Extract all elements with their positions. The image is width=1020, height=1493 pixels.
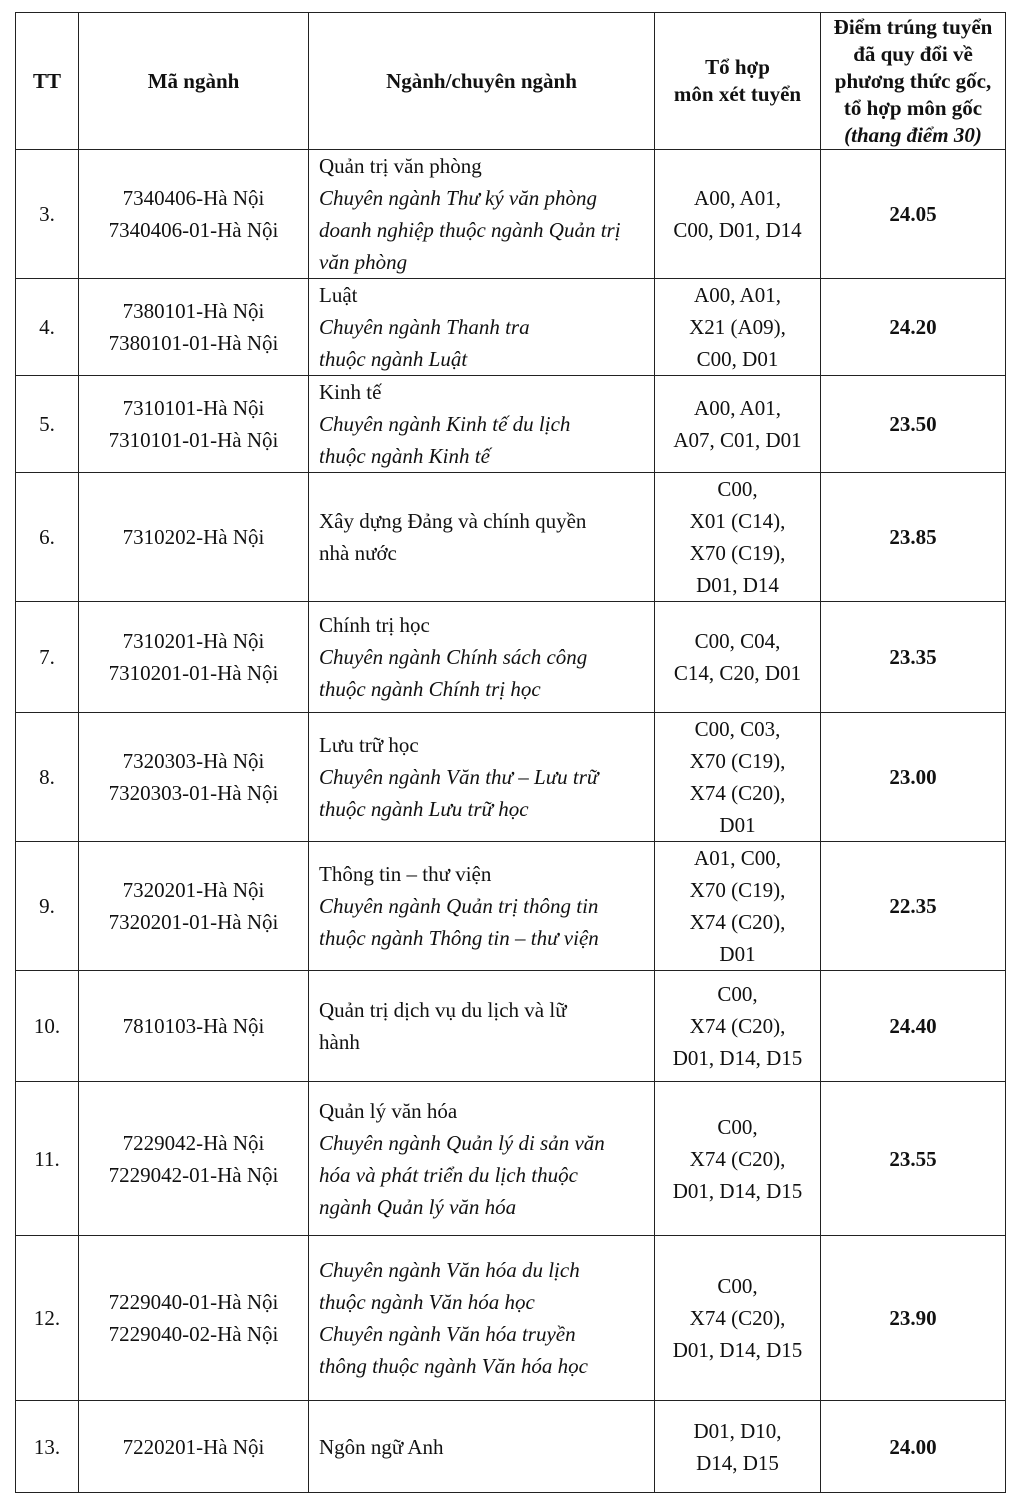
major-code: 7229040-02-Hà Nội (108, 1322, 279, 1346)
table-row (16, 150, 1006, 279)
subject-combination: C00, (717, 1274, 758, 1298)
major-name-cell (309, 279, 655, 376)
subject-combination: A07, C01, D01 (673, 428, 802, 452)
subject-combination: D01, D10, (693, 1418, 782, 1443)
major-code: 7229040-01-Hà Nội (108, 1290, 279, 1314)
major-name-line: Kinh tế (319, 380, 382, 404)
major-code-cell (79, 279, 309, 376)
admission-score: 23.55 (821, 1082, 1006, 1236)
specialization-line: doanh nghiệp thuộc ngành Quản trị (319, 218, 621, 242)
major-code: 7229042-Hà Nội (122, 1130, 265, 1155)
major-name-cell (309, 1401, 655, 1493)
subject-combination: D01 (719, 942, 756, 966)
row-number: 13. (16, 1401, 79, 1493)
subject-combination: D01 (719, 813, 756, 837)
major-name-cell (309, 602, 655, 713)
subject-combination: A00, A01, (694, 396, 781, 420)
major-code-cell (79, 971, 309, 1082)
major-code-cell (79, 1082, 309, 1236)
subject-combination: A00, A01, (694, 283, 781, 307)
subject-combination: D01, D14, D15 (672, 1046, 803, 1070)
table-row (16, 279, 1006, 376)
major-name-line: Xây dựng Đảng và chính quyền (319, 509, 587, 533)
subject-combination-cell (655, 376, 821, 473)
specialization-line: Chuyên ngành Kinh tế du lịch (319, 412, 571, 436)
specialization-line: Chuyên ngành Quản lý di sản văn (319, 1130, 605, 1155)
specialization-line: thuộc ngành Kinh tế (319, 444, 490, 468)
row-number: 3. (16, 150, 79, 279)
admission-score: 24.00 (821, 1401, 1006, 1493)
subject-combination: D01, D14, D15 (672, 1338, 803, 1362)
subject-combination-cell (655, 971, 821, 1082)
major-name-line: Quản lý văn hóa (319, 1098, 458, 1123)
subject-combination-cell (655, 842, 821, 971)
subject-combination: X74 (C20), (689, 1014, 786, 1038)
subject-combination: X74 (C20), (689, 910, 786, 934)
subject-combination: C14, C20, D01 (673, 661, 802, 685)
header-tt: TT (16, 13, 79, 150)
major-name-cell (309, 713, 655, 842)
subject-combination: X70 (C19), (689, 749, 786, 773)
specialization-line: văn phòng (319, 250, 408, 274)
major-code: 7310201-01-Hà Nội (108, 661, 279, 685)
subject-combination: D01, D14 (696, 573, 779, 597)
specialization-line: ngành Quản lý văn hóa (319, 1194, 517, 1219)
header-combo (655, 13, 821, 150)
row-number: 6. (16, 473, 79, 602)
major-code: 7220201-Hà Nội (122, 1434, 265, 1459)
major-name-line: Chính trị học (319, 613, 430, 637)
specialization-line: thuộc ngành Chính trị học (319, 677, 541, 701)
row-number: 10. (16, 971, 79, 1082)
header-score-line: tổ hợp môn gốc (843, 95, 983, 120)
admission-score: 24.05 (821, 150, 1006, 279)
major-name-line: nhà nước (319, 541, 397, 565)
subject-combination: X70 (C19), (689, 878, 786, 902)
table-row (16, 971, 1006, 1082)
subject-combination-cell (655, 473, 821, 602)
table-row (16, 842, 1006, 971)
major-name-line: Lưu trữ học (319, 733, 419, 757)
subject-combination: X74 (C20), (689, 1146, 786, 1171)
major-code-cell (79, 150, 309, 279)
row-number: 12. (16, 1236, 79, 1401)
specialization-line: thông thuộc ngành Văn hóa học (319, 1354, 588, 1378)
subject-combination: X74 (C20), (689, 1306, 786, 1330)
major-name-line: Thông tin – thư viện (319, 862, 492, 886)
specialization-line: Chuyên ngành Văn hóa du lịch (319, 1258, 580, 1282)
header-row (16, 13, 1006, 150)
specialization-line: thuộc ngành Văn hóa học (319, 1290, 535, 1314)
subject-combination-cell (655, 1401, 821, 1493)
major-code: 7340406-01-Hà Nội (108, 218, 279, 242)
major-name-cell (309, 376, 655, 473)
subject-combination: C00, D01, D14 (673, 218, 802, 242)
specialization-line: thuộc ngành Luật (319, 347, 468, 371)
admission-scores-table (15, 12, 1006, 1493)
header-combo-line: môn xét tuyển (673, 82, 802, 106)
major-code-cell (79, 1401, 309, 1493)
major-code: 7320303-Hà Nội (122, 749, 265, 773)
major-name-cell (309, 1236, 655, 1401)
major-code: 7320303-01-Hà Nội (108, 781, 279, 805)
specialization-line: Chuyên ngành Thanh tra (319, 315, 530, 339)
subject-combination: A00, A01, (694, 186, 781, 210)
major-code: 7380101-01-Hà Nội (108, 331, 279, 355)
specialization-line: thuộc ngành Lưu trữ học (319, 797, 529, 821)
header-score (821, 13, 1006, 150)
table-row (16, 376, 1006, 473)
major-name-line: Quản trị văn phòng (319, 154, 482, 178)
subject-combination: C00, C04, (694, 629, 781, 653)
major-code: 7320201-01-Hà Nội (108, 910, 279, 934)
subject-combination: X01 (C14), (689, 509, 786, 533)
admission-score: 23.85 (821, 473, 1006, 602)
subject-combination: C00, (717, 982, 758, 1006)
major-code: 7310202-Hà Nội (122, 525, 265, 549)
specialization-line: thuộc ngành Thông tin – thư viện (319, 926, 599, 950)
row-number: 11. (16, 1082, 79, 1236)
admission-score: 24.40 (821, 971, 1006, 1082)
subject-combination-cell (655, 279, 821, 376)
major-code: 7340406-Hà Nội (122, 186, 265, 210)
subject-combination: X21 (A09), (689, 315, 786, 339)
major-code-cell (79, 602, 309, 713)
table-body (16, 150, 1006, 1493)
specialization-line: Chuyên ngành Văn thư – Lưu trữ (319, 765, 599, 789)
subject-combination: D01, D14, D15 (672, 1178, 803, 1203)
row-number: 4. (16, 279, 79, 376)
major-code: 7380101-Hà Nội (122, 299, 265, 323)
row-number: 8. (16, 713, 79, 842)
major-code-cell (79, 713, 309, 842)
major-code: 7810103-Hà Nội (122, 1014, 265, 1038)
major-code: 7310101-Hà Nội (122, 396, 265, 420)
subject-combination-cell (655, 713, 821, 842)
subject-combination: D14, D15 (696, 1450, 779, 1475)
subject-combination-cell (655, 1236, 821, 1401)
admission-score: 23.35 (821, 602, 1006, 713)
major-name-cell (309, 842, 655, 971)
header-score-scale: (thang điểm 30) (844, 122, 982, 147)
subject-combination: A01, C00, (694, 846, 781, 870)
subject-combination: C00, (717, 1114, 758, 1139)
major-code-cell (79, 1236, 309, 1401)
table-row (16, 1401, 1006, 1493)
header-major: Ngành/chuyên ngành (309, 13, 655, 150)
table-row (16, 713, 1006, 842)
admission-score: 23.00 (821, 713, 1006, 842)
specialization-line: Chuyên ngành Chính sách công (319, 645, 588, 669)
subject-combination: C00, C03, (694, 717, 781, 741)
major-code-cell (79, 842, 309, 971)
specialization-line: hóa và phát triển du lịch thuộc (319, 1162, 578, 1187)
subject-combination-cell (655, 602, 821, 713)
admission-score: 22.35 (821, 842, 1006, 971)
subject-combination: X74 (C20), (689, 781, 786, 805)
subject-combination: X70 (C19), (689, 541, 786, 565)
table-row (16, 1236, 1006, 1401)
row-number: 9. (16, 842, 79, 971)
major-code: 7310201-Hà Nội (122, 629, 265, 653)
admission-score: 23.50 (821, 376, 1006, 473)
row-number: 5. (16, 376, 79, 473)
specialization-line: Chuyên ngành Quản trị thông tin (319, 894, 599, 918)
major-name-cell (309, 1082, 655, 1236)
specialization-line: Chuyên ngành Văn hóa truyền (319, 1322, 576, 1346)
header-score-line: phương thức gốc, (834, 68, 992, 93)
major-code: 7310101-01-Hà Nội (108, 428, 279, 452)
subject-combination-cell (655, 1082, 821, 1236)
major-name-cell (309, 150, 655, 279)
major-name-cell (309, 971, 655, 1082)
specialization-line: Chuyên ngành Thư ký văn phòng (319, 186, 597, 210)
major-name-line: Ngôn ngữ Anh (319, 1434, 444, 1459)
admission-score: 23.90 (821, 1236, 1006, 1401)
major-name-line: Luật (319, 283, 358, 307)
major-name-line: Quản trị dịch vụ du lịch và lữ (319, 998, 567, 1022)
major-code-cell (79, 376, 309, 473)
major-name-cell (309, 473, 655, 602)
header-code: Mã ngành (79, 13, 309, 150)
header-score-line: đã quy đổi về (853, 41, 973, 66)
admission-score: 24.20 (821, 279, 1006, 376)
major-code: 7229042-01-Hà Nội (108, 1162, 279, 1187)
header-combo-line: Tổ hợp (705, 55, 770, 79)
major-code-cell (79, 473, 309, 602)
subject-combination: C00, (717, 477, 758, 501)
table-row (16, 473, 1006, 602)
table-row (16, 1082, 1006, 1236)
major-name-line: hành (319, 1030, 360, 1054)
row-number: 7. (16, 602, 79, 713)
table-row (16, 602, 1006, 713)
subject-combination: C00, D01 (696, 347, 779, 371)
subject-combination-cell (655, 150, 821, 279)
header-score-line: Điểm trúng tuyển (833, 14, 993, 39)
major-code: 7320201-Hà Nội (122, 878, 265, 902)
